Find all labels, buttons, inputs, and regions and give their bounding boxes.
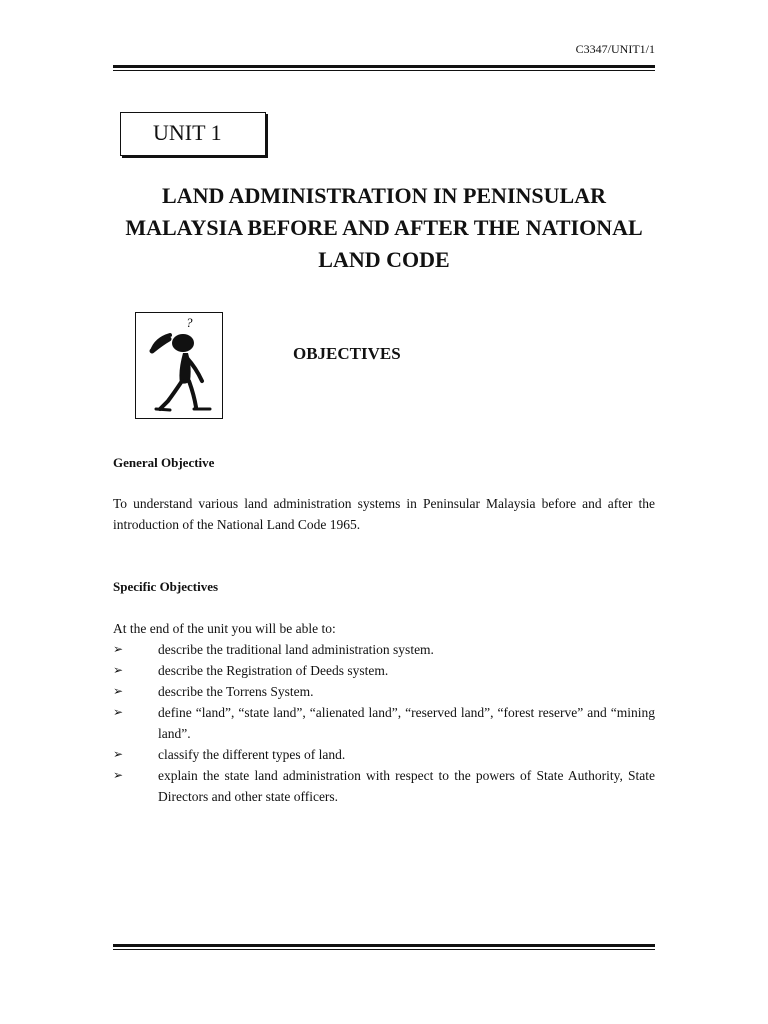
unit-label: UNIT 1: [153, 120, 222, 145]
list-item: ➢ describe the traditional land administration system.: [113, 639, 655, 660]
list-item: ➢ classify the different types of land.: [113, 744, 655, 765]
footer-rule-thick: [113, 944, 655, 947]
title-line-3: LAND CODE: [318, 247, 450, 272]
page-reference: C3347/UNIT1/1: [575, 42, 655, 56]
page-title: [113, 180, 655, 276]
title-line-1: LAND ADMINISTRATION IN PENINSULAR: [162, 183, 606, 208]
header-rule-thick: [113, 65, 655, 68]
specific-objectives-list: [113, 639, 655, 807]
title-line-2: MALAYSIA BEFORE AND AFTER THE NATIONAL: [125, 215, 643, 240]
footer-rule-thin: [113, 949, 655, 950]
list-item: ➢ explain the state land administration with respect to the powers of State Authority, State Directors and other state officers.: [113, 765, 655, 807]
specific-objectives-intro: At the end of the unit you will be able to:: [113, 621, 336, 636]
general-objective-text: To understand various land administration systems in Peninsular Malaysia before and after the introduction of the National Land Code 1965.: [113, 496, 655, 532]
thinking-person-icon: [136, 313, 222, 418]
specific-objectives-heading: Specific Objectives: [113, 579, 219, 594]
arrow-bullet-icon: ➢: [113, 642, 124, 656]
general-objective-heading: General Objective: [113, 455, 215, 470]
arrow-bullet-icon: ➢: [113, 705, 124, 719]
question-mark-glyph: ?: [186, 315, 193, 330]
unit-label-box: [120, 112, 266, 156]
arrow-bullet-icon: ➢: [113, 684, 124, 698]
arrow-bullet-icon: ➢: [113, 768, 124, 782]
arrow-bullet-icon: ➢: [113, 663, 124, 677]
list-item: ➢ describe the Torrens System.: [113, 681, 655, 702]
list-item: ➢ describe the Registration of Deeds system.: [113, 660, 655, 681]
header-rule-thin: [113, 70, 655, 71]
illustration-frame: [135, 312, 223, 419]
arrow-bullet-icon: ➢: [113, 747, 124, 761]
list-item: ➢ define “land”, “state land”, “alienated land”, “reserved land”, “forest reserve” and “mining land”.: [113, 702, 655, 744]
objectives-heading: OBJECTIVES: [293, 344, 401, 363]
